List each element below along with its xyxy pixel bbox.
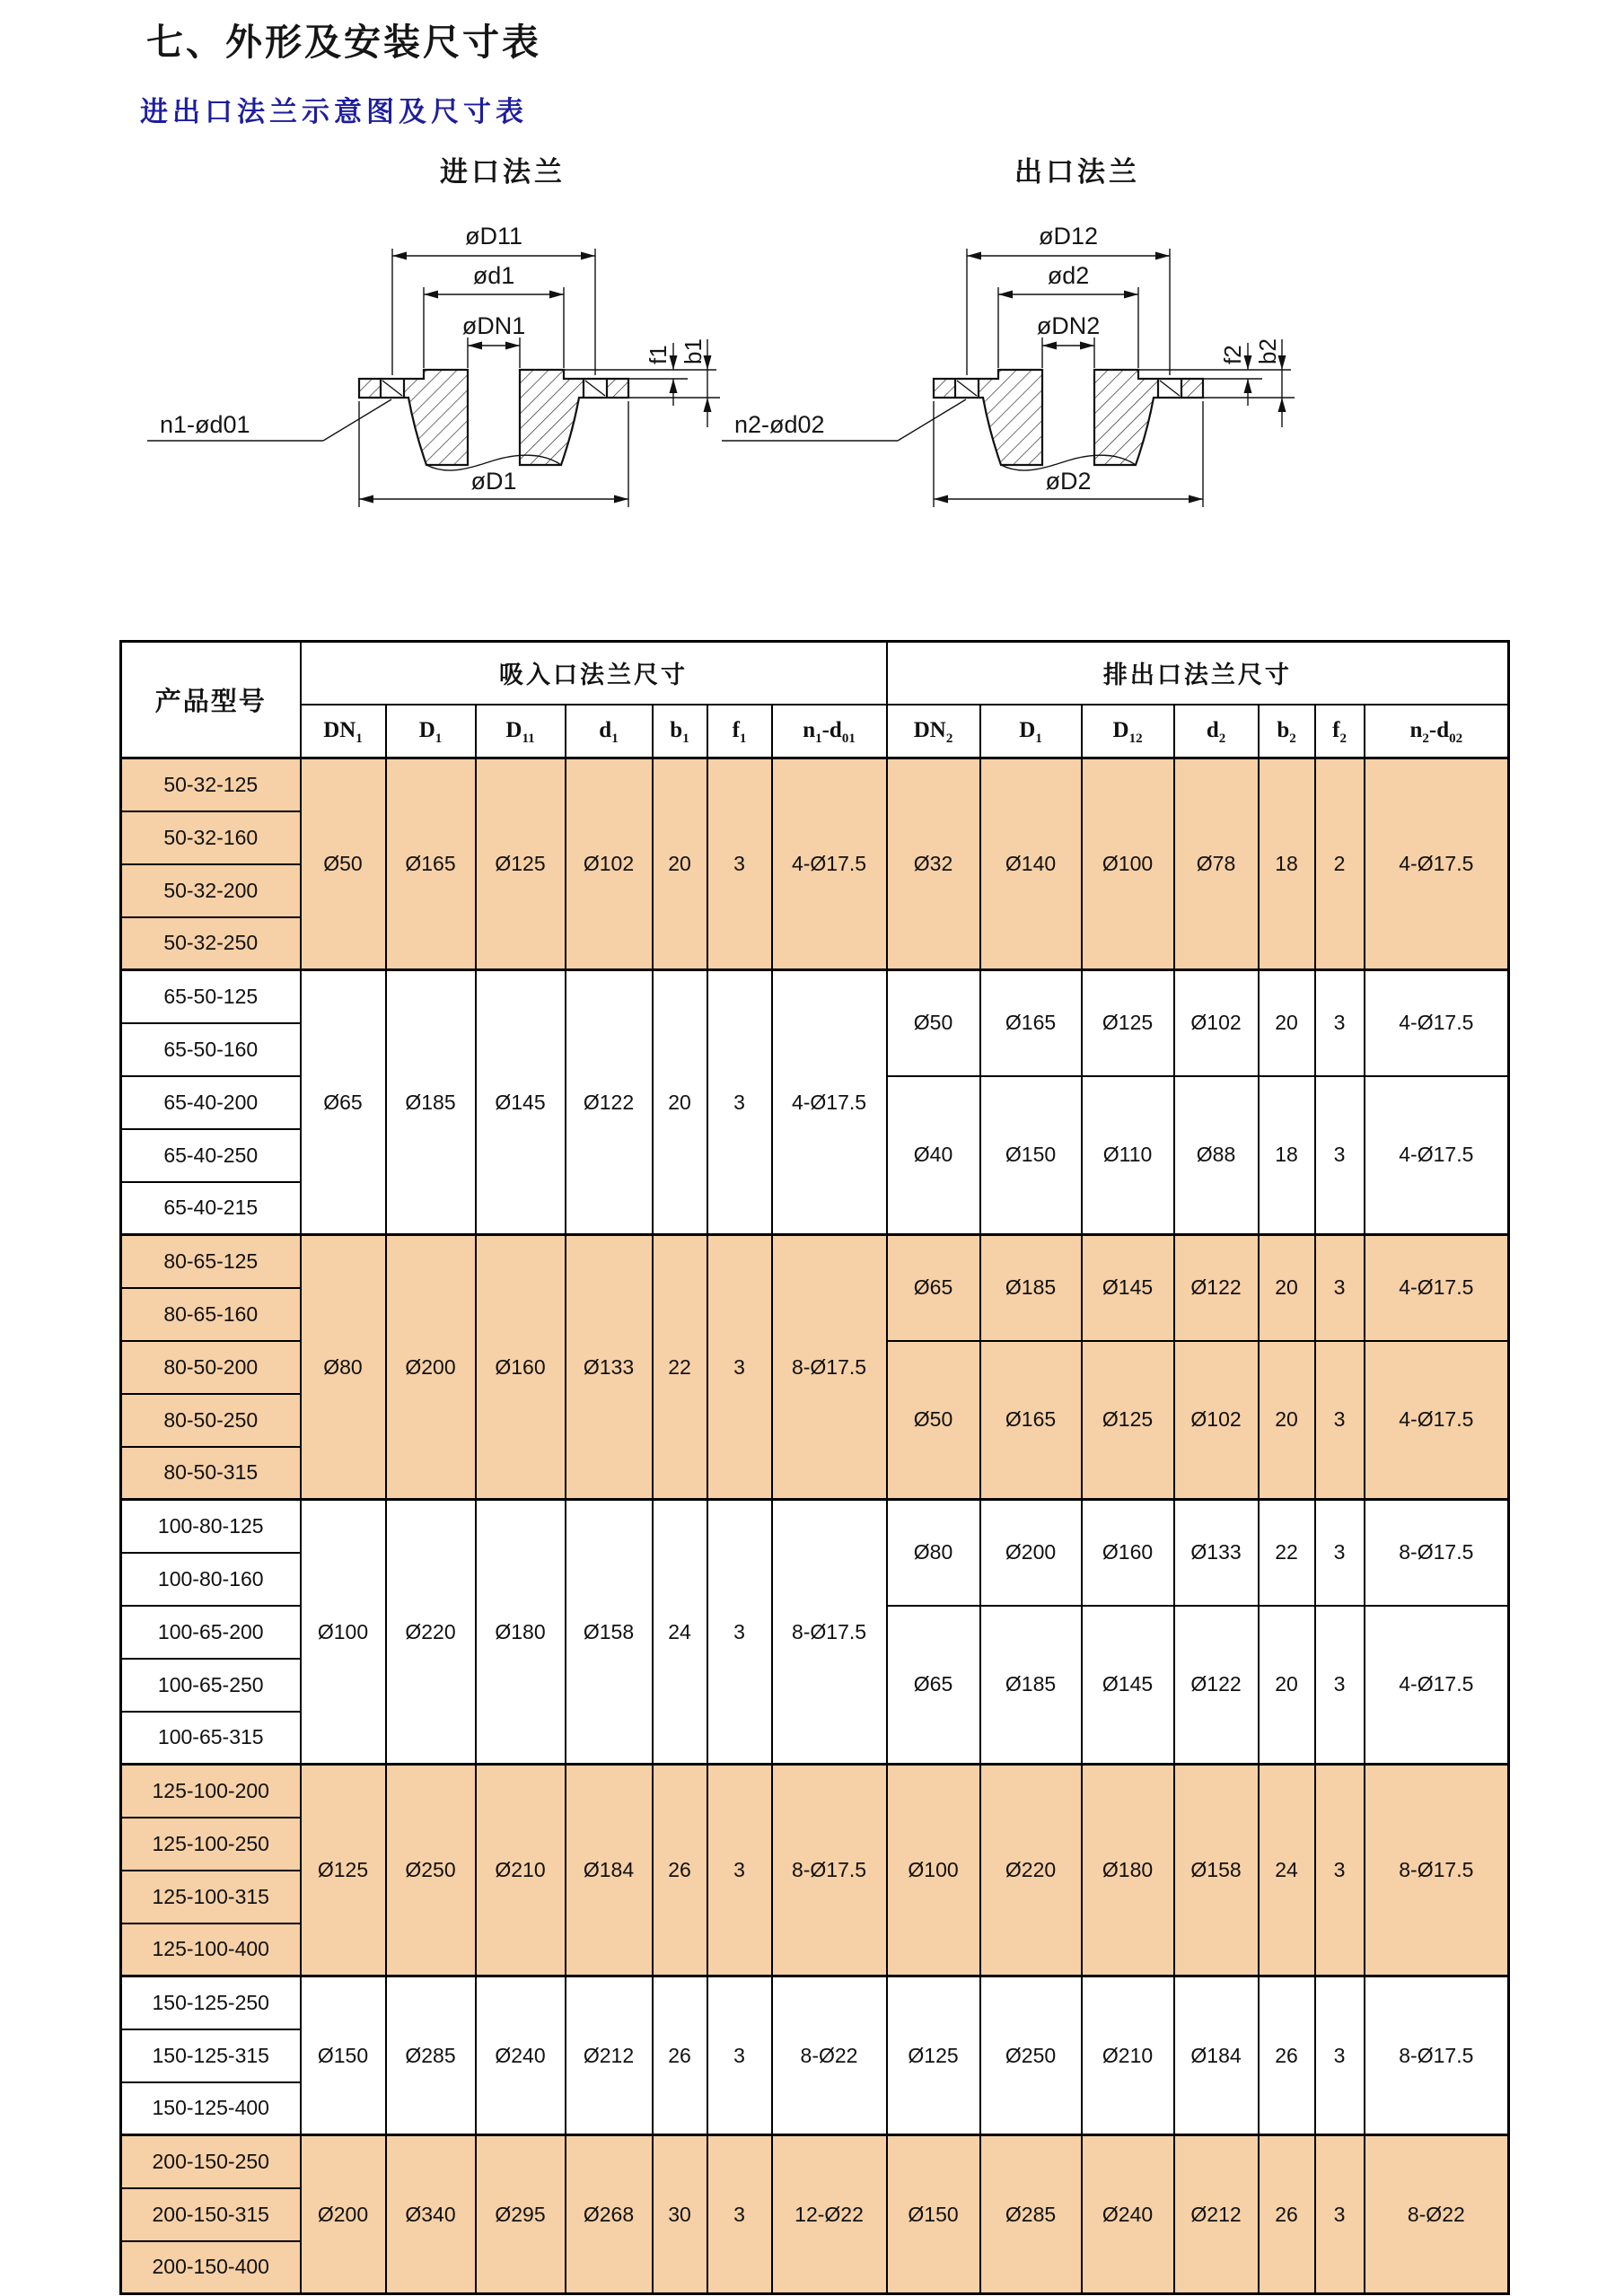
- dim-label-holes: n2-ød02: [734, 411, 825, 438]
- discharge-value-cell: 3: [1315, 1500, 1365, 1606]
- discharge-value-cell: Ø125: [1082, 1341, 1174, 1500]
- suction-value-cell: Ø65: [301, 970, 386, 1235]
- suction-value-cell: 3: [707, 1765, 772, 1976]
- product-model-cell: 100-65-315: [121, 1712, 301, 1765]
- table-row: [121, 2135, 1509, 2188]
- dim-label-bore: øDN1: [461, 312, 526, 339]
- discharge-value-cell: Ø285: [980, 2135, 1082, 2294]
- discharge-value-cell: Ø185: [980, 1235, 1082, 1341]
- product-model-cell: 100-65-200: [121, 1606, 301, 1659]
- product-model-cell: 100-80-160: [121, 1553, 301, 1606]
- discharge-value-cell: 3: [1315, 1235, 1365, 1341]
- discharge-value-cell: Ø65: [887, 1235, 980, 1341]
- product-model-cell: 200-150-315: [121, 2188, 301, 2241]
- discharge-value-cell: Ø150: [887, 2135, 980, 2294]
- product-model-cell: 65-40-215: [121, 1182, 301, 1235]
- flange-dimension-table: [119, 640, 1510, 2295]
- product-model-cell: 125-100-250: [121, 1818, 301, 1871]
- suction-value-cell: Ø268: [566, 2135, 653, 2294]
- suction-value-cell: Ø100: [301, 1500, 386, 1765]
- table-row: [121, 758, 1509, 811]
- discharge-value-cell: Ø165: [980, 1341, 1082, 1500]
- header-discharge-col-2: $D_{12}$: [1082, 705, 1174, 758]
- header-suction-group: 吸入口法兰尺寸: [301, 642, 887, 705]
- suction-value-cell: 20: [653, 970, 707, 1235]
- discharge-value-cell: 8-Ø17.5: [1365, 1765, 1509, 1976]
- suction-value-cell: Ø150: [301, 1976, 386, 2135]
- suction-value-cell: 26: [653, 1765, 707, 1976]
- suction-value-cell: Ø240: [476, 1976, 566, 2135]
- dim-label-face-height: f2: [1219, 345, 1246, 364]
- dim-label-thickness: b1: [680, 338, 707, 364]
- discharge-value-cell: 22: [1259, 1500, 1315, 1606]
- discharge-value-cell: 3: [1315, 1976, 1365, 2135]
- discharge-value-cell: Ø158: [1174, 1765, 1259, 1976]
- suction-value-cell: 8-Ø17.5: [772, 1235, 887, 1500]
- table-row: [121, 970, 1509, 1023]
- product-model-cell: 80-65-160: [121, 1288, 301, 1341]
- header-suction-col-5: $f_1$: [707, 705, 772, 758]
- discharge-value-cell: Ø102: [1174, 970, 1259, 1076]
- suction-value-cell: Ø295: [476, 2135, 566, 2294]
- discharge-value-cell: Ø180: [1082, 1765, 1174, 1976]
- suction-value-cell: 3: [707, 970, 772, 1235]
- discharge-value-cell: 26: [1259, 2135, 1315, 2294]
- suction-value-cell: Ø210: [476, 1765, 566, 1976]
- suction-value-cell: 3: [707, 2135, 772, 2294]
- discharge-value-cell: 3: [1315, 1341, 1365, 1500]
- header-suction-col-6: $n_1-d_{01}$: [772, 705, 887, 758]
- table-row: [121, 1500, 1509, 1553]
- suction-value-cell: Ø212: [566, 1976, 653, 2135]
- flange-cross-section: [359, 370, 628, 470]
- discharge-value-cell: Ø102: [1174, 1341, 1259, 1500]
- discharge-value-cell: Ø50: [887, 1341, 980, 1500]
- discharge-value-cell: 3: [1315, 1076, 1365, 1235]
- discharge-value-cell: Ø220: [980, 1765, 1082, 1976]
- suction-value-cell: Ø122: [566, 970, 653, 1235]
- suction-value-cell: 4-Ø17.5: [772, 758, 887, 970]
- discharge-value-cell: Ø100: [887, 1765, 980, 1976]
- discharge-value-cell: 8-Ø22: [1365, 2135, 1509, 2294]
- discharge-value-cell: Ø145: [1082, 1235, 1174, 1341]
- table-row: [121, 1976, 1509, 2029]
- discharge-value-cell: 3: [1315, 1765, 1365, 1976]
- discharge-value-cell: 8-Ø17.5: [1365, 1976, 1509, 2135]
- discharge-value-cell: Ø240: [1082, 2135, 1174, 2294]
- suction-value-cell: Ø145: [476, 970, 566, 1235]
- header-discharge-col-1: $D_1$: [980, 705, 1082, 758]
- product-model-cell: 200-150-250: [121, 2135, 301, 2188]
- suction-value-cell: Ø185: [386, 970, 476, 1235]
- dim-label-outer: øD1: [470, 468, 517, 495]
- discharge-value-cell: 20: [1259, 970, 1315, 1076]
- product-model-cell: 125-100-315: [121, 1871, 301, 1924]
- product-model-cell: 80-50-250: [121, 1394, 301, 1447]
- dim-label-holes: n1-ød01: [160, 411, 250, 438]
- discharge-value-cell: 3: [1315, 970, 1365, 1076]
- discharge-value-cell: 4-Ø17.5: [1365, 1341, 1509, 1500]
- inlet-flange-title: 进口法兰: [440, 156, 566, 188]
- header-discharge-col-6: $n_2-d_{02}$: [1365, 705, 1509, 758]
- discharge-value-cell: Ø65: [887, 1606, 980, 1765]
- suction-value-cell: Ø340: [386, 2135, 476, 2294]
- discharge-value-cell: Ø125: [887, 1976, 980, 2135]
- header-suction-col-1: $D_1$: [386, 705, 476, 758]
- page-subtitle: 进出口法兰示意图及尺寸表: [140, 96, 528, 127]
- product-model-cell: 80-50-200: [121, 1341, 301, 1394]
- suction-value-cell: 3: [707, 1500, 772, 1765]
- suction-value-cell: 22: [653, 1235, 707, 1500]
- product-model-cell: 125-100-400: [121, 1924, 301, 1976]
- suction-value-cell: Ø160: [476, 1235, 566, 1500]
- suction-value-cell: Ø220: [386, 1500, 476, 1765]
- product-model-cell: 150-125-250: [121, 1976, 301, 2029]
- product-model-cell: 80-50-315: [121, 1447, 301, 1500]
- suction-value-cell: Ø125: [476, 758, 566, 970]
- discharge-value-cell: 20: [1259, 1341, 1315, 1500]
- suction-value-cell: 3: [707, 758, 772, 970]
- header-discharge-col-0: $DN_2$: [887, 705, 980, 758]
- product-model-cell: 50-32-200: [121, 864, 301, 917]
- discharge-value-cell: 4-Ø17.5: [1365, 1235, 1509, 1341]
- discharge-value-cell: Ø145: [1082, 1606, 1174, 1765]
- dim-label-bolt-circle: øD12: [1038, 223, 1099, 250]
- suction-value-cell: 4-Ø17.5: [772, 970, 887, 1235]
- discharge-value-cell: 4-Ø17.5: [1365, 758, 1509, 970]
- product-model-cell: 50-32-250: [121, 917, 301, 970]
- product-model-cell: 80-65-125: [121, 1235, 301, 1288]
- discharge-value-cell: Ø200: [980, 1500, 1082, 1606]
- discharge-value-cell: Ø32: [887, 758, 980, 970]
- discharge-value-cell: Ø78: [1174, 758, 1259, 970]
- outlet-flange-diagram: [709, 144, 1427, 552]
- flange-cross-section: [934, 370, 1203, 470]
- discharge-value-cell: Ø100: [1082, 758, 1174, 970]
- discharge-value-cell: 3: [1315, 1606, 1365, 1765]
- discharge-value-cell: Ø80: [887, 1500, 980, 1606]
- suction-value-cell: 30: [653, 2135, 707, 2294]
- discharge-value-cell: Ø140: [980, 758, 1082, 970]
- header-suction-col-3: $d_1$: [566, 705, 653, 758]
- discharge-value-cell: 20: [1259, 1606, 1315, 1765]
- dim-label-outer: øD2: [1045, 468, 1092, 495]
- discharge-value-cell: 8-Ø17.5: [1365, 1500, 1509, 1606]
- suction-value-cell: Ø125: [301, 1765, 386, 1976]
- product-model-cell: 125-100-200: [121, 1765, 301, 1818]
- header-discharge-col-3: $d_2$: [1174, 705, 1259, 758]
- suction-value-cell: 20: [653, 758, 707, 970]
- header-discharge-col-5: $f_2$: [1315, 705, 1365, 758]
- outlet-flange-title: 出口法兰: [1014, 156, 1140, 188]
- product-model-cell: 65-50-160: [121, 1023, 301, 1076]
- discharge-value-cell: Ø122: [1174, 1606, 1259, 1765]
- header-suction-col-2: $D_{11}$: [476, 705, 566, 758]
- discharge-value-cell: 24: [1259, 1765, 1315, 1976]
- discharge-value-cell: Ø88: [1174, 1076, 1259, 1235]
- product-model-cell: 150-125-400: [121, 2082, 301, 2135]
- product-model-cell: 50-32-160: [121, 811, 301, 864]
- discharge-value-cell: Ø40: [887, 1076, 980, 1235]
- discharge-value-cell: Ø250: [980, 1976, 1082, 2135]
- discharge-value-cell: Ø160: [1082, 1500, 1174, 1606]
- dim-label-bolt-circle: øD11: [464, 223, 523, 250]
- dimension-table: [119, 640, 1510, 2295]
- page-title: 七、外形及安装尺寸表: [146, 22, 541, 63]
- suction-value-cell: 3: [707, 1235, 772, 1500]
- dim-label-raised-face: ød2: [1047, 262, 1090, 289]
- header-discharge-col-4: $b_2$: [1259, 705, 1315, 758]
- outlet-flange-drawing: [709, 144, 1427, 552]
- suction-value-cell: Ø50: [301, 758, 386, 970]
- discharge-value-cell: 4-Ø17.5: [1365, 970, 1509, 1076]
- dim-label-raised-face: ød1: [472, 262, 515, 289]
- discharge-value-cell: Ø133: [1174, 1500, 1259, 1606]
- discharge-value-cell: 4-Ø17.5: [1365, 1076, 1509, 1235]
- suction-value-cell: Ø200: [301, 2135, 386, 2294]
- dim-label-bore: øDN2: [1036, 312, 1101, 339]
- discharge-value-cell: Ø184: [1174, 1976, 1259, 2135]
- discharge-value-cell: Ø50: [887, 970, 980, 1076]
- discharge-value-cell: 4-Ø17.5: [1365, 1606, 1509, 1765]
- suction-value-cell: Ø285: [386, 1976, 476, 2135]
- table-row: [121, 1765, 1509, 1818]
- discharge-value-cell: 26: [1259, 1976, 1315, 2135]
- product-model-cell: 200-150-400: [121, 2241, 301, 2294]
- suction-value-cell: 12-Ø22: [772, 2135, 887, 2294]
- product-model-cell: 100-80-125: [121, 1500, 301, 1553]
- discharge-value-cell: 18: [1259, 1076, 1315, 1235]
- discharge-value-cell: Ø125: [1082, 970, 1174, 1076]
- product-model-cell: 65-40-200: [121, 1076, 301, 1129]
- product-model-cell: 50-32-125: [121, 758, 301, 811]
- discharge-value-cell: 20: [1259, 1235, 1315, 1341]
- product-model-cell: 100-65-250: [121, 1659, 301, 1712]
- suction-value-cell: 3: [707, 1976, 772, 2135]
- suction-value-cell: 26: [653, 1976, 707, 2135]
- suction-value-cell: Ø158: [566, 1500, 653, 1765]
- discharge-value-cell: 2: [1315, 758, 1365, 970]
- header-product-model: 产品型号: [121, 642, 301, 758]
- suction-value-cell: Ø184: [566, 1765, 653, 1976]
- product-model-cell: 150-125-315: [121, 2029, 301, 2082]
- suction-value-cell: 24: [653, 1500, 707, 1765]
- dim-label-thickness: b2: [1254, 338, 1281, 364]
- suction-value-cell: 8-Ø17.5: [772, 1765, 887, 1976]
- suction-value-cell: Ø102: [566, 758, 653, 970]
- discharge-value-cell: Ø165: [980, 970, 1082, 1076]
- suction-value-cell: Ø180: [476, 1500, 566, 1765]
- discharge-value-cell: Ø150: [980, 1076, 1082, 1235]
- discharge-value-cell: Ø110: [1082, 1076, 1174, 1235]
- suction-value-cell: 8-Ø17.5: [772, 1500, 887, 1765]
- product-model-cell: 65-50-125: [121, 970, 301, 1023]
- discharge-value-cell: Ø210: [1082, 1976, 1174, 2135]
- discharge-value-cell: 18: [1259, 758, 1315, 970]
- suction-value-cell: Ø200: [386, 1235, 476, 1500]
- header-suction-col-4: $b_1$: [653, 705, 707, 758]
- suction-value-cell: Ø80: [301, 1235, 386, 1500]
- discharge-value-cell: Ø212: [1174, 2135, 1259, 2294]
- suction-value-cell: Ø250: [386, 1765, 476, 1976]
- discharge-value-cell: 3: [1315, 2135, 1365, 2294]
- table-row: [121, 1235, 1509, 1288]
- product-model-cell: 65-40-250: [121, 1129, 301, 1182]
- header-suction-col-0: $DN_1$: [301, 705, 386, 758]
- discharge-value-cell: Ø185: [980, 1606, 1082, 1765]
- dim-label-face-height: f1: [645, 345, 672, 364]
- suction-value-cell: 8-Ø22: [772, 1976, 887, 2135]
- suction-value-cell: Ø165: [386, 758, 476, 970]
- header-discharge-group: 排出口法兰尺寸: [887, 642, 1509, 705]
- discharge-value-cell: Ø122: [1174, 1235, 1259, 1341]
- suction-value-cell: Ø133: [566, 1235, 653, 1500]
